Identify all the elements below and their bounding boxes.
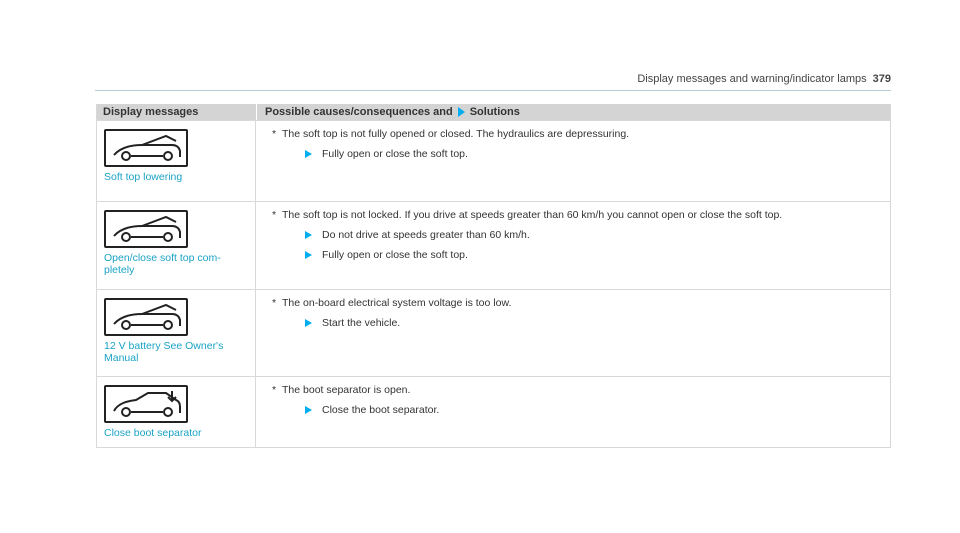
asterisk-icon: * — [272, 209, 277, 221]
arrow-right-icon — [305, 251, 312, 259]
cause-item: * The on-board electrical system voltage is too low. — [272, 297, 512, 309]
cause-cell — [256, 121, 890, 201]
message-label: 12 V battery See Owner's Manual — [104, 340, 224, 364]
message-label: Close boot separator — [104, 427, 202, 439]
arrow-right-icon — [458, 107, 465, 117]
convertible-roof-icon — [104, 298, 188, 336]
cause-item: * The boot separator is open. — [272, 384, 411, 396]
message-cell — [97, 377, 256, 447]
arrow-right-icon — [305, 231, 312, 239]
message-cell — [97, 121, 256, 201]
message-cell — [97, 290, 256, 376]
header-title: Display messages and warning/indicator lamps — [637, 73, 867, 85]
solution-item: Fully open or close the soft top. — [305, 249, 890, 261]
col-header-display-messages: Display messages — [103, 106, 199, 118]
boot-separator-icon — [104, 385, 188, 423]
message-cell — [97, 202, 256, 289]
solution-item: Fully open or close the soft top. — [305, 148, 890, 160]
arrow-right-icon — [305, 319, 312, 327]
asterisk-icon: * — [272, 384, 277, 396]
col-header-causes: Possible causes/consequences and — [265, 106, 453, 118]
arrow-right-icon — [305, 406, 312, 414]
table-row — [97, 289, 890, 376]
page-header — [637, 73, 891, 85]
cause-cell — [256, 290, 890, 376]
message-label: Open/close soft top com-pletely — [104, 252, 221, 276]
table-header — [97, 104, 890, 120]
message-label: Soft top lowering — [104, 171, 183, 183]
cause-cell — [256, 377, 890, 447]
asterisk-icon: * — [272, 297, 277, 309]
page-number: 379 — [872, 73, 891, 85]
col-header-solutions: Solutions — [469, 106, 520, 118]
convertible-roof-icon — [104, 129, 188, 167]
table-row — [97, 120, 890, 201]
col-header-causes-solutions — [256, 104, 890, 120]
solution-item: Do not drive at speeds greater than 60 km/h. — [305, 229, 890, 241]
table-row — [97, 376, 890, 447]
display-messages-table — [96, 104, 891, 448]
solution-item: Start the vehicle. — [305, 317, 890, 329]
table-row — [97, 201, 890, 289]
solution-item: Close the boot separator. — [305, 404, 890, 416]
cause-item: * The soft top is not locked. If you drive at speeds greater than 60 km/h you cannot open or close the soft top. — [272, 209, 783, 221]
cause-cell — [256, 202, 890, 289]
cause-item: * The soft top is not fully opened or closed. The hydraulics are depressuring. — [272, 128, 630, 140]
arrow-right-icon — [305, 150, 312, 158]
convertible-roof-icon — [104, 210, 188, 248]
header-divider — [95, 90, 891, 91]
asterisk-icon: * — [272, 128, 277, 140]
